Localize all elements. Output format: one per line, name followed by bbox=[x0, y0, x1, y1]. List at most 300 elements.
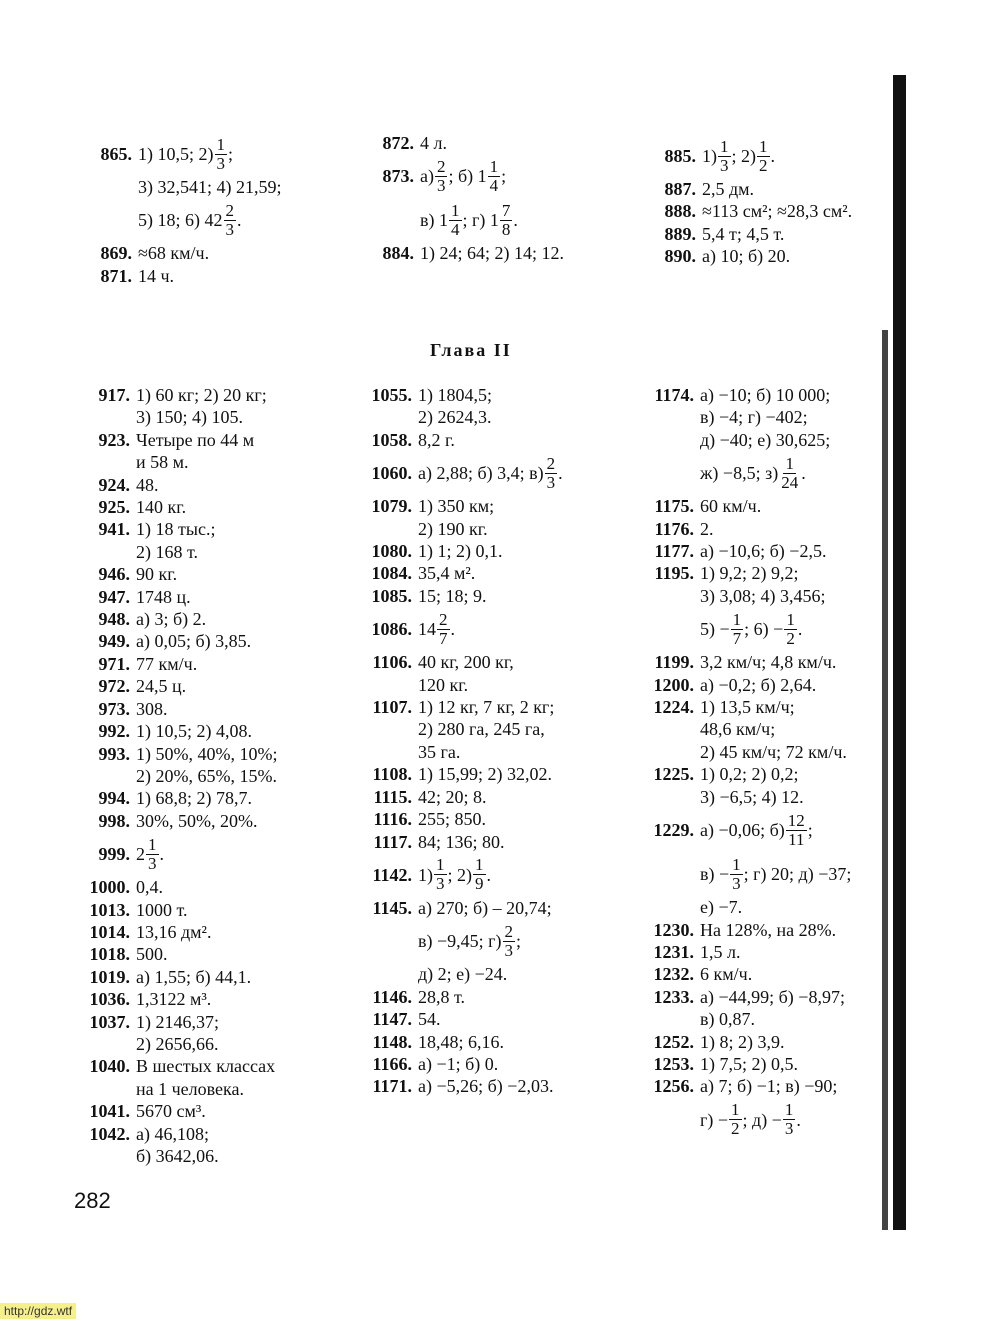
answer-item bbox=[74, 518, 277, 563]
exercise-number: 946. bbox=[98, 564, 130, 585]
answer-text bbox=[700, 1075, 837, 1141]
answer-text bbox=[700, 986, 845, 1031]
exercise-number: 1108. bbox=[372, 764, 412, 785]
exercise-number: 1175. bbox=[654, 496, 694, 517]
answer-text bbox=[418, 540, 503, 562]
answer-text bbox=[136, 810, 257, 832]
answer-item bbox=[638, 963, 851, 985]
answer-line: 1) 24; 64; 2) 14; 12. bbox=[420, 243, 564, 264]
answer-line: в) −9,45; г) $\frac{2}{3}$ ; bbox=[418, 921, 522, 960]
fraction: $\frac{1}{3}$ bbox=[216, 134, 225, 173]
answer-line: и 58 м. bbox=[136, 452, 189, 473]
answer-line: 8,2 г. bbox=[418, 429, 455, 450]
binding-shadow bbox=[893, 75, 906, 1230]
fraction: $\frac{1}{2}$ bbox=[759, 136, 768, 175]
answer-text bbox=[136, 1011, 219, 1056]
answer-line: 54. bbox=[418, 1009, 441, 1030]
answer-item bbox=[74, 653, 277, 675]
exercise-number: 1146. bbox=[372, 986, 412, 1007]
exercise-number: 1041. bbox=[89, 1101, 130, 1122]
answer-item bbox=[356, 853, 563, 897]
answer-item bbox=[84, 242, 282, 264]
exercise-number: 972. bbox=[98, 676, 130, 697]
answer-line: 14 $\frac{2}{7}$ . bbox=[418, 609, 455, 648]
answer-line: 3) 3,08; 4) 3,456; bbox=[700, 585, 826, 606]
answer-item bbox=[84, 265, 282, 287]
answer-text bbox=[136, 720, 252, 742]
answer-text bbox=[136, 698, 168, 720]
answer-line: 2) 280 га, 245 га, bbox=[418, 719, 545, 740]
answer-line: 3) 32,541; 4) 21,59; bbox=[138, 177, 282, 197]
answer-line: Четыре по 44 м bbox=[136, 429, 255, 450]
answer-item bbox=[74, 698, 277, 720]
answer-line: 5670 см³. bbox=[136, 1101, 206, 1122]
answer-item bbox=[356, 696, 563, 763]
exercise-number: 1199. bbox=[654, 652, 694, 673]
answer-text bbox=[418, 986, 465, 1008]
answer-item bbox=[638, 763, 851, 808]
fraction: $\frac{1}{2}$ bbox=[731, 1100, 740, 1139]
exercise-number: 1174. bbox=[654, 385, 694, 405]
exercise-number: 973. bbox=[98, 698, 130, 719]
answer-text bbox=[418, 696, 554, 763]
answer-text bbox=[136, 653, 197, 675]
exercise-number: 1085. bbox=[371, 585, 412, 606]
answer-line: а) 270; б) – 20,74; bbox=[418, 897, 552, 918]
answer-text bbox=[138, 132, 282, 242]
answer-item bbox=[74, 876, 277, 898]
fraction: $\frac{2}{3}$ bbox=[546, 453, 556, 492]
exercise-number: 1166. bbox=[372, 1053, 412, 1074]
exercise-number: 1018. bbox=[89, 944, 130, 965]
answer-text bbox=[136, 384, 267, 429]
answer-item bbox=[356, 897, 563, 986]
answer-line: 2) 190 кг. bbox=[418, 518, 488, 539]
answer-item bbox=[74, 675, 277, 697]
answer-item bbox=[356, 451, 563, 495]
answer-item bbox=[356, 429, 563, 451]
answer-item bbox=[74, 384, 277, 429]
exercise-number: 1229. bbox=[653, 820, 694, 841]
answer-text bbox=[418, 786, 487, 808]
answer-line: а) 0,05; б) 3,85. bbox=[136, 631, 252, 652]
exercise-number: 887. bbox=[664, 179, 696, 199]
answer-item bbox=[366, 242, 564, 264]
exercise-number: 1036. bbox=[89, 989, 130, 1010]
answer-item bbox=[638, 808, 851, 918]
answer-text bbox=[420, 242, 564, 264]
answer-item bbox=[638, 1031, 851, 1053]
answer-item bbox=[84, 132, 282, 242]
answer-text bbox=[418, 607, 455, 651]
answer-item bbox=[648, 178, 852, 200]
exercise-number: 1232. bbox=[653, 964, 694, 985]
answer-item bbox=[74, 988, 277, 1010]
exercise-number: 884. bbox=[382, 243, 414, 264]
answer-text bbox=[418, 451, 563, 495]
exercise-number: 1224. bbox=[653, 697, 694, 718]
exercise-number: 1177. bbox=[654, 541, 694, 562]
answer-item bbox=[366, 154, 564, 242]
watermark-link[interactable]: http://gdz.wtf bbox=[0, 1303, 76, 1319]
exercise-number: 1107. bbox=[372, 697, 412, 718]
fraction: $\frac{2}{3}$ bbox=[225, 200, 234, 239]
answer-item bbox=[74, 943, 277, 965]
answer-line: а) $\frac{2}{3}$ ; б) 1 $\frac{1}{4}$ ; bbox=[420, 156, 507, 195]
answer-item bbox=[356, 1053, 563, 1075]
answer-text bbox=[418, 763, 552, 785]
answer-line: 14 ч. bbox=[138, 265, 175, 286]
answer-text bbox=[136, 675, 186, 697]
answer-text bbox=[138, 265, 174, 287]
answer-line: 40 кг, 200 кг, bbox=[418, 652, 514, 673]
answer-line: На 128%, на 28%. bbox=[700, 919, 837, 940]
answer-text bbox=[136, 1055, 275, 1100]
answer-line: 1) 13,5 км/ч; bbox=[700, 697, 795, 718]
answer-line: 5) 18; 6) 42 $\frac{2}{3}$ . bbox=[138, 200, 242, 239]
answer-item bbox=[74, 720, 277, 742]
answer-text bbox=[136, 518, 215, 563]
answer-item bbox=[74, 1100, 277, 1122]
answer-text bbox=[418, 1053, 498, 1075]
answer-item bbox=[638, 1075, 851, 1141]
answer-text bbox=[700, 963, 752, 985]
answer-item bbox=[638, 1053, 851, 1075]
answer-text bbox=[700, 384, 830, 495]
answer-item bbox=[638, 696, 851, 763]
answer-line: 77 км/ч. bbox=[136, 653, 198, 674]
exercise-number: 999. bbox=[98, 844, 130, 865]
answer-line: а) 1,55; б) 44,1. bbox=[136, 966, 252, 987]
answer-item bbox=[638, 518, 851, 540]
answer-line: 35,4 м². bbox=[418, 563, 476, 584]
answer-text bbox=[420, 154, 518, 242]
answer-item bbox=[356, 651, 563, 696]
answer-item bbox=[74, 1011, 277, 1056]
answer-line: а) −5,26; б) −2,03. bbox=[418, 1076, 554, 1097]
answer-item bbox=[74, 429, 277, 474]
answer-line: 18,48; 6,16. bbox=[418, 1031, 505, 1052]
answer-text bbox=[136, 832, 164, 876]
fraction: $\frac{1}{3}$ bbox=[732, 854, 741, 893]
fraction: $\frac{1}{9}$ bbox=[475, 855, 484, 894]
exercise-number: 1176. bbox=[654, 518, 694, 539]
answer-line: е) −7. bbox=[700, 897, 743, 918]
answer-item bbox=[74, 1055, 277, 1100]
exercise-number: 1147. bbox=[372, 1009, 412, 1030]
answer-text bbox=[136, 876, 163, 898]
answer-text bbox=[136, 1100, 206, 1122]
answers-top-column-2 bbox=[366, 132, 564, 265]
answer-line: ≈113 см²; ≈28,3 см². bbox=[702, 201, 853, 222]
answer-item bbox=[366, 132, 564, 154]
answer-text bbox=[700, 651, 836, 673]
answer-line: 1) 10,5; 2) 4,08. bbox=[136, 721, 252, 742]
answer-line: г) − $\frac{1}{2}$ ; д) − $\frac{1}{3}$ . bbox=[700, 1100, 801, 1139]
exercise-number: 1253. bbox=[653, 1053, 694, 1074]
answer-text bbox=[700, 674, 816, 696]
answer-item bbox=[74, 966, 277, 988]
answer-line: 2) 45 км/ч; 72 км/ч. bbox=[700, 741, 847, 762]
fraction: $\frac{2}{7}$ bbox=[439, 609, 448, 648]
exercise-number: 1106. bbox=[372, 652, 412, 673]
answer-item bbox=[638, 941, 851, 963]
answer-line: б) 3642,06. bbox=[136, 1146, 219, 1166]
answer-item bbox=[356, 763, 563, 785]
answer-line: 1) 60 кг; 2) 20 кг; bbox=[136, 385, 267, 405]
answer-text bbox=[136, 630, 251, 652]
answer-text bbox=[418, 1075, 553, 1097]
answer-text bbox=[418, 1031, 504, 1053]
exercise-number: 889. bbox=[664, 223, 696, 244]
exercise-number: 872. bbox=[382, 133, 414, 153]
answer-line: 3) −6,5; 4) 12. bbox=[700, 786, 804, 807]
answer-line: а) 46,108; bbox=[136, 1123, 209, 1144]
answer-text bbox=[136, 608, 206, 630]
answer-text bbox=[136, 943, 168, 965]
answer-line: 1) 0,2; 2) 0,2; bbox=[700, 764, 799, 785]
answer-line: ≈68 км/ч. bbox=[138, 243, 210, 264]
answer-line: а) −0,2; б) 2,64. bbox=[700, 674, 817, 695]
chapter-heading: Глава II bbox=[430, 340, 512, 360]
answer-text bbox=[700, 495, 761, 517]
answer-text bbox=[700, 919, 836, 941]
answer-item bbox=[74, 743, 277, 788]
answer-item bbox=[356, 562, 563, 584]
fraction: $\frac{7}{8}$ bbox=[501, 200, 511, 239]
answer-text bbox=[136, 921, 211, 943]
answer-line: 2. bbox=[700, 518, 714, 539]
exercise-number: 1145. bbox=[372, 897, 412, 918]
exercise-number: 888. bbox=[664, 201, 696, 222]
fraction: $\frac{12}{11}$ bbox=[787, 810, 805, 849]
answer-item bbox=[638, 986, 851, 1031]
exercise-number: 998. bbox=[98, 810, 130, 831]
answer-text bbox=[418, 897, 552, 986]
answer-item bbox=[356, 1031, 563, 1053]
answer-item bbox=[638, 540, 851, 562]
answer-text bbox=[418, 495, 494, 540]
answer-line: 2) 2624,3. bbox=[418, 407, 492, 428]
fraction: $\frac{1}{3}$ bbox=[148, 834, 157, 873]
answer-line: 1) 2146,37; bbox=[136, 1011, 219, 1032]
answer-line: 5) − $\frac{1}{7}$ ; 6) − $\frac{1}{2}$ . bbox=[700, 609, 803, 648]
page-number: 282 bbox=[74, 1188, 111, 1213]
exercise-number: 1117. bbox=[373, 831, 412, 852]
answer-line: 48,6 км/ч; bbox=[700, 719, 776, 740]
answer-text bbox=[136, 988, 211, 1010]
answer-line: 1) 50%, 40%, 10%; bbox=[136, 743, 278, 764]
exercise-number: 1086. bbox=[371, 619, 412, 640]
answer-text bbox=[702, 245, 790, 267]
answer-item bbox=[74, 586, 277, 608]
answer-text bbox=[418, 1008, 441, 1030]
answer-text bbox=[136, 496, 186, 518]
exercise-number: 1171. bbox=[372, 1076, 412, 1097]
answer-line: а) 2,88; б) 3,4; в) $\frac{2}{3}$ . bbox=[418, 453, 563, 492]
answer-line: 1) 9,2; 2) 9,2; bbox=[700, 563, 799, 584]
exercise-number: 890. bbox=[664, 246, 696, 267]
answer-text bbox=[136, 743, 277, 788]
answer-line: 15; 18; 9. bbox=[418, 585, 487, 606]
answer-text bbox=[418, 384, 492, 429]
exercise-number: 871. bbox=[100, 265, 132, 286]
answers-top-column-3 bbox=[648, 134, 852, 268]
exercise-number: 949. bbox=[98, 631, 130, 652]
answer-line: а) 7; б) −1; в) −90; bbox=[700, 1076, 838, 1097]
fraction: $\frac{1}{24}$ bbox=[781, 453, 799, 492]
answer-line: 1) 350 км; bbox=[418, 496, 495, 517]
answer-line: 48. bbox=[136, 474, 159, 495]
fraction: $\frac{1}{3}$ bbox=[784, 1100, 794, 1139]
exercise-number: 1079. bbox=[371, 496, 412, 517]
exercise-number: 1084. bbox=[371, 563, 412, 584]
answer-text bbox=[700, 941, 740, 963]
answer-line: 2) 20%, 65%, 15%. bbox=[136, 765, 277, 786]
exercise-number: 948. bbox=[98, 609, 130, 630]
answer-line: а) −10; б) 10 000; bbox=[700, 385, 831, 405]
answer-text bbox=[418, 808, 486, 830]
answer-line: 2) 168 т. bbox=[136, 541, 199, 562]
exercise-number: 1013. bbox=[89, 899, 130, 920]
answer-item bbox=[74, 630, 277, 652]
answer-item bbox=[356, 808, 563, 830]
exercise-number: 1040. bbox=[89, 1056, 130, 1077]
exercise-number: 1042. bbox=[89, 1123, 130, 1144]
answer-text bbox=[418, 853, 491, 897]
exercise-number: 1055. bbox=[371, 385, 412, 405]
answer-line: в) 0,87. bbox=[700, 1009, 755, 1030]
answer-line: 4 л. bbox=[420, 133, 447, 153]
answers-top-column-1 bbox=[84, 132, 282, 287]
answer-line: 140 кг. bbox=[136, 497, 187, 518]
answer-item bbox=[74, 787, 277, 809]
answer-text bbox=[418, 429, 455, 451]
answer-item bbox=[638, 384, 851, 495]
answer-text bbox=[418, 562, 475, 584]
answer-text bbox=[136, 899, 188, 921]
answer-item bbox=[356, 384, 563, 429]
answers-column-1 bbox=[74, 384, 277, 1167]
answer-text bbox=[702, 223, 784, 245]
answer-item bbox=[648, 245, 852, 267]
answer-text bbox=[418, 585, 487, 607]
answer-line: 24,5 ц. bbox=[136, 676, 187, 697]
answer-item bbox=[74, 921, 277, 943]
answer-line: 1) 12 кг, 7 кг, 2 кг; bbox=[418, 697, 555, 718]
answer-line: 1) 15,99; 2) 32,02. bbox=[418, 764, 552, 785]
answer-text bbox=[136, 429, 254, 474]
fraction: $\frac{1}{2}$ bbox=[786, 609, 795, 648]
answer-item bbox=[638, 562, 851, 651]
answer-item bbox=[74, 563, 277, 585]
answer-text bbox=[420, 132, 447, 154]
answer-item bbox=[356, 1075, 563, 1097]
answer-text bbox=[700, 1053, 798, 1075]
answer-line: 308. bbox=[136, 698, 168, 719]
exercise-number: 1080. bbox=[371, 541, 412, 562]
answer-line: 120 кг. bbox=[418, 674, 469, 695]
answer-line: 3,2 км/ч; 4,8 км/ч. bbox=[700, 652, 837, 673]
exercise-number: 1252. bbox=[653, 1031, 694, 1052]
answer-line: 5,4 т; 4,5 т. bbox=[702, 223, 785, 244]
answer-line: 1,5 л. bbox=[700, 941, 741, 962]
answer-line: а) −10,6; б) −2,5. bbox=[700, 541, 827, 562]
exercise-number: 1037. bbox=[89, 1011, 130, 1032]
exercise-number: 1115. bbox=[373, 786, 412, 807]
exercise-number: 1195. bbox=[654, 563, 694, 584]
answer-line: 2 $\frac{1}{3}$ . bbox=[136, 834, 164, 873]
exercise-number: 885. bbox=[664, 146, 696, 166]
exercise-number: 971. bbox=[98, 653, 130, 674]
answer-item bbox=[74, 899, 277, 921]
answer-line: 0,4. bbox=[136, 877, 163, 898]
exercise-number: 993. bbox=[98, 743, 130, 764]
exercise-number: 1000. bbox=[89, 877, 130, 898]
answer-text bbox=[700, 562, 826, 651]
answer-text bbox=[700, 1031, 785, 1053]
answer-line: ж) −8,5; з) $\frac{1}{24}$ . bbox=[700, 453, 806, 492]
answer-line: 1) 7,5; 2) 0,5. bbox=[700, 1053, 798, 1074]
answer-line: 3) 150; 4) 105. bbox=[136, 407, 243, 428]
answer-item bbox=[638, 495, 851, 517]
fraction: $\frac{1}{3}$ bbox=[720, 136, 729, 175]
answer-text bbox=[136, 787, 252, 809]
answer-line: 35 га. bbox=[418, 741, 461, 762]
answer-line: 1) 1804,5; bbox=[418, 385, 492, 405]
answer-item bbox=[356, 786, 563, 808]
exercise-number: 1060. bbox=[371, 463, 412, 484]
exercise-number: 1148. bbox=[372, 1031, 412, 1052]
answer-item bbox=[356, 986, 563, 1008]
exercise-number: 1014. bbox=[89, 921, 130, 942]
answer-text bbox=[702, 200, 852, 222]
answer-line: 1) 18 тыс.; bbox=[136, 519, 216, 540]
answer-line: 1) 1; 2) 0,1. bbox=[418, 541, 503, 562]
answer-text bbox=[136, 1123, 219, 1168]
answer-line: 90 кг. bbox=[136, 564, 178, 585]
answer-text bbox=[418, 831, 505, 853]
answer-line: 500. bbox=[136, 944, 168, 965]
exercise-number: 1231. bbox=[653, 941, 694, 962]
exercise-number: 1233. bbox=[653, 986, 694, 1007]
answer-item bbox=[356, 540, 563, 562]
answer-line: 1) 8; 2) 3,9. bbox=[700, 1031, 785, 1052]
answer-item bbox=[356, 1008, 563, 1030]
answer-item bbox=[356, 585, 563, 607]
answer-line: д) 2; е) −24. bbox=[418, 964, 508, 985]
exercise-number: 1116. bbox=[373, 809, 412, 830]
answer-line: 42; 20; 8. bbox=[418, 786, 487, 807]
answer-item bbox=[638, 651, 851, 673]
exercise-number: 917. bbox=[98, 385, 130, 405]
answers-column-2 bbox=[356, 384, 563, 1098]
answer-item bbox=[638, 919, 851, 941]
answer-text bbox=[700, 696, 847, 763]
exercise-number: 1230. bbox=[653, 919, 694, 940]
fraction: $\frac{1}{3}$ bbox=[436, 855, 445, 894]
binding-shadow-inner bbox=[882, 330, 888, 1230]
answer-line: а) 3; б) 2. bbox=[136, 609, 207, 630]
answer-line: 13,16 дм². bbox=[136, 921, 212, 942]
answer-line: а) 10; б) 20. bbox=[702, 246, 791, 267]
answer-item bbox=[648, 200, 852, 222]
answer-text bbox=[136, 586, 191, 608]
answer-line: 30%, 50%, 20%. bbox=[136, 810, 258, 831]
answers-column-3 bbox=[638, 384, 851, 1142]
exercise-number: 994. bbox=[98, 788, 130, 809]
exercise-number: 947. bbox=[98, 586, 130, 607]
